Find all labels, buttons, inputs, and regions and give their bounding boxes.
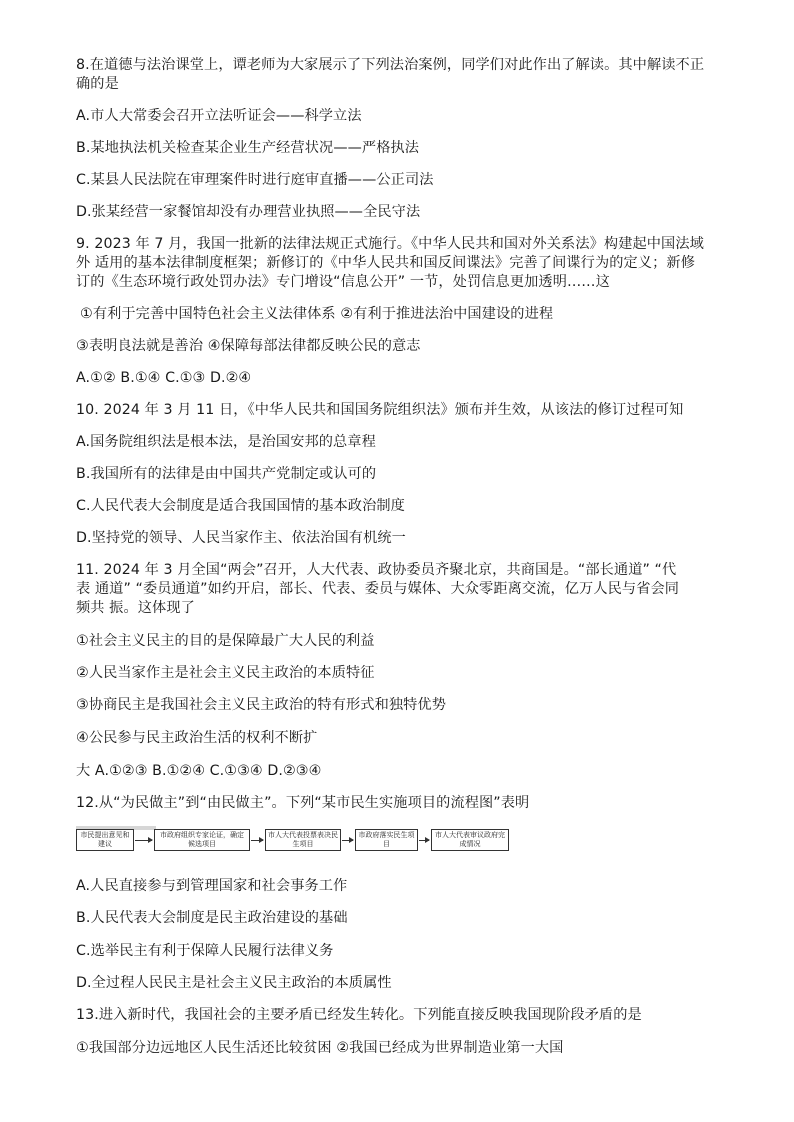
q9-stem-line2: 外 适用的基本法律制度框架；新修订的《中华人民共和国反间谍法》完善了间谍行为的定义；新修 bbox=[76, 255, 695, 271]
q11-answer-choices: 大 A.①②③ B.①②④ C.①③④ D.②③④ bbox=[76, 763, 322, 779]
q11-stem-line2: 表 通道” “委员通道”如约开启，部长、代表、委员与媒体、大众零距离交流，亿万人民与省会同 bbox=[76, 581, 680, 597]
q9-stem-line1: 9. 2023 年 7 月，我国一批新的法律法规正式施行。《中华人民共和国对外关系法》构建起中国法域 bbox=[76, 236, 704, 252]
flow-arrow-3 bbox=[342, 840, 353, 841]
q8-stem-line1: 8.在道德与法治课堂上，谭老师为大家展示了下列法治案例，同学们对此作出了解读。其中解读不正 bbox=[76, 57, 705, 73]
flow-step-5: 市人大代表审议政府完成情况 bbox=[431, 829, 509, 851]
q9-statements-2: ③表明良法就是善治 ④保障每部法律都反映公民的意志 bbox=[76, 338, 421, 354]
q8-option-a: A.市人大常委会召开立法听证会——科学立法 bbox=[76, 108, 362, 124]
q12-stem: 12.从“为民做主”到“由民做主”。下列“某市民生实施项目的流程图”表明 bbox=[76, 795, 530, 811]
q12-option-c: C.选举民主有利于保障人民履行法律义务 bbox=[76, 943, 334, 959]
q9-statements-1: ①有利于完善中国特色社会主义法律体系 ②有利于推进法治中国建设的进程 bbox=[80, 306, 554, 322]
flow-arrow-4 bbox=[419, 840, 429, 841]
flow-arrow-2 bbox=[251, 840, 263, 841]
q12-option-a: A.人民直接参与到管理国家和社会事务工作 bbox=[76, 878, 348, 894]
q10-stem: 10. 2024 年 3 月 11 日，《中华人民共和国国务院组织法》颁布并生效，从该法的修订过程可知 bbox=[76, 402, 684, 418]
q12-flowchart bbox=[76, 826, 510, 856]
q10-option-a: A.国务院组织法是根本法，是治国安邦的总章程 bbox=[76, 434, 376, 450]
flow-step-1: 市民提出意见和建议 bbox=[76, 829, 134, 851]
q11-statement-1: ①社会主义民主的目的是保障最广大人民的利益 bbox=[76, 633, 375, 649]
q11-statement-2: ②人民当家作主是社会主义民主政治的本质特征 bbox=[76, 665, 375, 681]
flow-arrow-1 bbox=[135, 840, 152, 841]
q9-stem-line3: 订的《生态环境行政处罚办法》专门增设“信息公开” 一节，处罚信息更加透明……这 bbox=[76, 274, 610, 290]
q11-stem-line3: 频共 振。这体现了 bbox=[76, 600, 195, 616]
q11-statement-3: ③协商民主是我国社会主义民主政治的特有形式和独特优势 bbox=[76, 697, 447, 713]
q12-option-d: D.全过程人民民主是社会主义民主政治的本质属性 bbox=[76, 975, 392, 991]
q12-option-b: B.人民代表大会制度是民主政治建设的基础 bbox=[76, 910, 348, 926]
flow-step-4: 市政府落实民生项目 bbox=[355, 829, 418, 851]
q10-option-b: B.我国所有的法律是由中国共产党制定或认可的 bbox=[76, 466, 377, 482]
q8-option-c: C.某县人民法院在审理案件时进行庭审直播——公正司法 bbox=[76, 172, 434, 188]
q11-statement-4: ④公民参与民主政治生活的权利不断扩 bbox=[76, 730, 318, 746]
q11-stem-line1: 11. 2024 年 3 月全国“两会”召开，人大代表、政协委员齐聚北京，共商国是。“部长通道” “代 bbox=[76, 562, 677, 578]
q13-stem: 13.进入新时代，我国社会的主要矛盾已经发生转化。下列能直接反映我国现阶段矛盾的是 bbox=[76, 1007, 642, 1023]
q8-option-d: D.张某经营一家餐馆却没有办理营业执照——全民守法 bbox=[76, 204, 421, 220]
q8-option-b: B.某地执法机关检查某企业生产经营状况——严格执法 bbox=[76, 140, 420, 156]
q13-statements-1: ①我国部分边远地区人民生活还比较贫困 ②我国已经成为世界制造业第一大国 bbox=[76, 1040, 564, 1056]
q10-option-c: C.人民代表大会制度是适合我国国情的基本政治制度 bbox=[76, 498, 405, 514]
q10-option-d: D.坚持党的领导、人民当家作主、依法治国有机统一 bbox=[76, 530, 406, 546]
flow-step-2: 市政府组织专家论证，确定候选项目 bbox=[154, 829, 250, 851]
flow-step-3: 市人大代表投票表决民生项目 bbox=[265, 829, 341, 851]
q8-stem-line2: 确的是 bbox=[76, 76, 119, 92]
q9-answer-choices: A.①② B.①④ C.①③ D.②④ bbox=[76, 370, 252, 386]
